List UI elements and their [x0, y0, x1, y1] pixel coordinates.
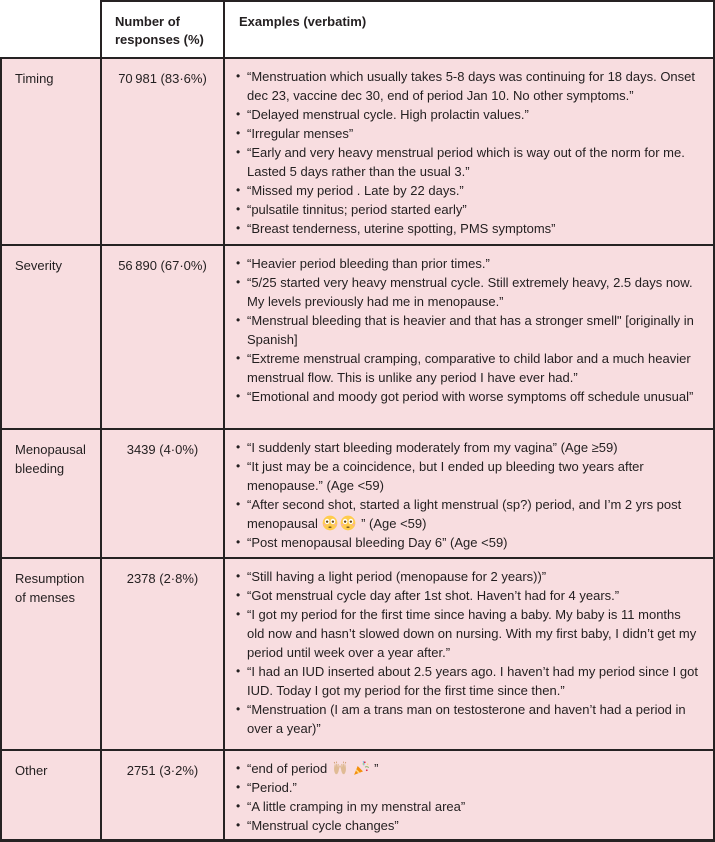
category-label: Timing: [15, 71, 54, 86]
example-quote: • “5/25 started very heavy menstrual cycle. Still extremely heavy, 2.5 days now. My levels previously had me in menopause.”: [236, 273, 701, 311]
example-quote: • “Breast tenderness, uterine spotting, PMS symptoms”: [236, 219, 701, 238]
example-quote: • “I got my period for the first time since having a baby. My baby is 11 months old now and hasn’t slowed down on nursing. With my first baby, I didn’t get my period until week over a year after.”: [236, 605, 701, 662]
examples-cell: [224, 245, 714, 429]
responses-cell: [101, 750, 224, 841]
example-quote: • “Extreme menstrual cramping, comparative to child labor and a much heavier menstrual flow. This is unlike any period I have ever had.”: [236, 349, 701, 387]
category-label: Other: [15, 763, 48, 778]
table-row: [1, 558, 714, 750]
flushed-face-emoji: [340, 515, 356, 531]
responses-column-header: Number of responses (%): [101, 1, 224, 58]
responses-cell: [101, 58, 224, 245]
example-quote: • “Menstruation which usually takes 5-8 days was continuing for 18 days. Onset dec 23, vaccine dec 30, end of period Jan 10. No other symptoms.”: [236, 67, 701, 105]
examples-list: [236, 567, 701, 738]
category-label: Resumption of menses: [15, 571, 85, 605]
responses-value: 70 981 (83·6%): [118, 71, 207, 86]
example-quote: • “Got menstrual cycle day after 1st shot. Haven’t had for 4 years.”: [236, 586, 701, 605]
table-row: [1, 750, 714, 841]
table-header: [1, 1, 714, 58]
example-quote: • “Menstrual bleeding that is heavier and that has a stronger smell" [originally in Spanish]: [236, 311, 701, 349]
corner-cell: [1, 1, 101, 58]
examples-list: [236, 254, 701, 406]
example-quote: • “Missed my period . Late by 22 days.”: [236, 181, 701, 200]
header-row: [1, 1, 714, 58]
responses-cell: [101, 558, 224, 750]
example-quote: • “Early and very heavy menstrual period which is way out of the norm for me. Lasted 5 days rather than the usual 3.”: [236, 143, 701, 181]
category-cell: [1, 245, 101, 429]
examples-list: [236, 67, 701, 238]
example-quote: • “After second shot, started a light menstrual (sp?) period, and I’m 2 yrs post menopausal ” (Age <59): [236, 495, 701, 533]
category-cell: [1, 58, 101, 245]
responses-value: 3439 (4·0%): [126, 442, 199, 457]
category-label: Menopausal bleeding: [15, 442, 86, 476]
example-quote: • “Post menopausal bleeding Day 6” (Age <59): [236, 533, 701, 552]
table-row: [1, 429, 714, 558]
category-cell: [1, 750, 101, 841]
examples-column-header: Examples (verbatim): [224, 1, 714, 58]
raising-hands-emoji: [332, 760, 348, 776]
example-quote: • “Irregular menses”: [236, 124, 701, 143]
example-quote: • “I had an IUD inserted about 2.5 years ago. I haven’t had my period since I got IUD. Today I got my period for the first time since then.”: [236, 662, 701, 700]
responses-cell: [101, 245, 224, 429]
flushed-face-emoji: [322, 515, 338, 531]
table-body: [1, 58, 714, 841]
examples-cell: [224, 558, 714, 750]
examples-cell: [224, 750, 714, 841]
table-row: [1, 245, 714, 429]
example-quote: • “Heavier period bleeding than prior times.”: [236, 254, 701, 273]
example-quote: • “Delayed menstrual cycle. High prolactin values.”: [236, 105, 701, 124]
responses-value: 2751 (3·2%): [126, 763, 199, 778]
example-quote: • “Period.”: [236, 778, 701, 797]
responses-value: 2378 (2·8%): [126, 571, 199, 586]
example-quote: • “Menstrual cycle changes”: [236, 816, 701, 835]
responses-cell: [101, 429, 224, 558]
example-quote: • “A little cramping in my menstral area”: [236, 797, 701, 816]
examples-list: [236, 438, 701, 552]
examples-cell: [224, 58, 714, 245]
table-row: [1, 58, 714, 245]
category-cell: [1, 429, 101, 558]
examples-list: [236, 759, 701, 835]
example-quote: • “Menstruation (I am a trans man on testosterone and haven’t had a period in over a year)”: [236, 700, 701, 738]
example-quote: • “pulsatile tinnitus; period started early”: [236, 200, 701, 219]
party-popper-emoji: [353, 760, 369, 776]
example-quote: • “Still having a light period (menopause for 2 years))”: [236, 567, 701, 586]
example-quote: • “Emotional and moody got period with worse symptoms off schedule unusual”: [236, 387, 701, 406]
example-quote: • “It just may be a coincidence, but I ended up bleeding two years after menopause.” (Age <59): [236, 457, 701, 495]
responses-value: 56 890 (67·0%): [118, 258, 207, 273]
example-quote: • “end of period ”: [236, 759, 701, 778]
category-label: Severity: [15, 258, 62, 273]
example-quote: • “I suddenly start bleeding moderately from my vagina” (Age ≥59): [236, 438, 701, 457]
category-cell: [1, 558, 101, 750]
examples-cell: [224, 429, 714, 558]
